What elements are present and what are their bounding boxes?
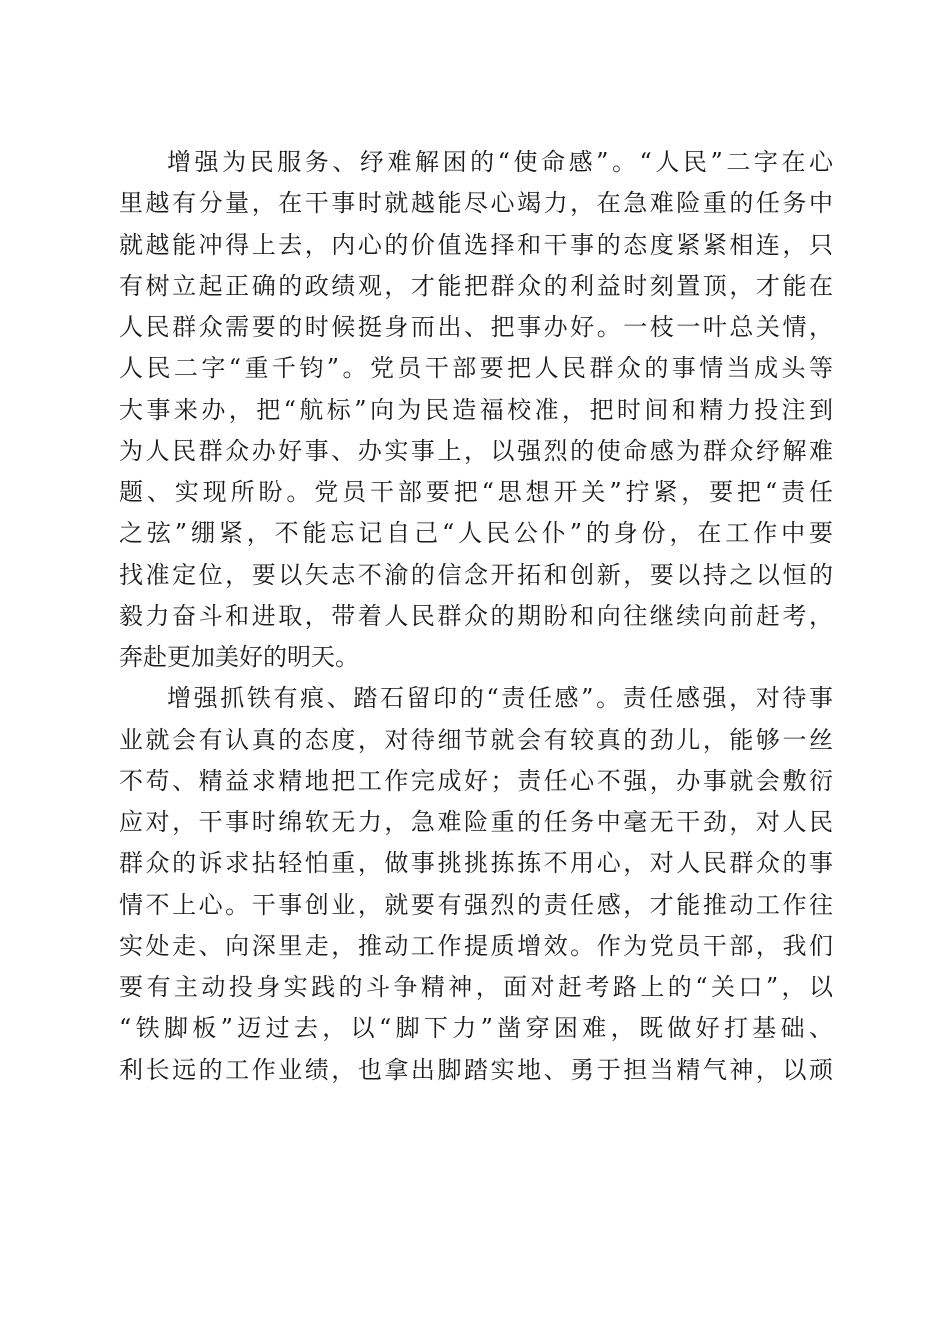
text-line: 不苟、精益求精地把工作完成好；责任心不强，办事就会敷衍 [119,766,833,795]
paragraph-mission [119,142,833,678]
text-line: 为人民群众办好事、办实事上，以强烈的使命感为群众纾解难 [119,436,833,465]
text-line: 题、实现所盼。党员干部要把“思想开关”拧紧，要把“责任 [119,478,833,506]
text-line: 找准定位，要以矢志不渝的信念开拓和创新，要以持之以恒的 [119,560,833,589]
text-line: 人民群众需要的时候挺身而出、把事办好。一枝一叶总关情， [119,313,833,341]
text-line: “铁脚板”迈过去，以“脚下力”凿穿困难，既做好打基础、 [119,1014,833,1043]
text-line: 增强为民服务、纾难解困的“使命感”。“人民”二字在心 [167,148,833,176]
text-line: 群众的诉求拈轻怕重，做事挑挑拣拣不用心，对人民群众的事 [119,849,833,878]
paragraph-responsibility [119,678,833,1091]
text-line: 利长远的工作业绩，也拿出脚踏实地、勇于担当精气神，以顽 [119,1055,833,1084]
text-line: 里越有分量，在干事时就越能尽心竭力，在急难险重的任务中 [119,189,833,218]
text-line: 实处走、向深里走，推动工作提质增效。作为党员干部，我们 [119,931,833,960]
text-line: 应对，干事时绵软无力，急难险重的任务中毫无干劲，对人民 [119,808,833,836]
text-line: 奔赴更加美好的明天。 [119,643,359,671]
text-line: 增强抓铁有痕、踏石留印的“责任感”。责任感强，对待事 [167,684,833,713]
text-line: 业就会有认真的态度，对待细节就会有较真的劲儿，能够一丝 [119,725,833,754]
text-line: 要有主动投身实践的斗争精神，面对赶考路上的“关口”，以 [119,973,833,1001]
text-line: 之弦”绷紧，不能忘记自己“人民公仆”的身份，在工作中要 [119,519,833,548]
text-line: 情不上心。干事创业，就要有强烈的责任感，才能推动工作往 [119,890,833,919]
text-line: 人民二字“重千钧”。党员干部要把人民群众的事情当成头等 [119,354,833,383]
text-line: 毅力奋斗和进取，带着人民群众的期盼和向往继续向前赶考， [119,601,833,630]
text-line: 就越能冲得上去，内心的价值选择和干事的态度紧紧相连，只 [119,230,833,259]
text-line: 有树立起正确的政绩观，才能把群众的利益时刻置顶，才能在 [119,271,833,300]
text-line: 大事来办，把“航标”向为民造福校准，把时间和精力投注到 [119,395,833,424]
body-text [119,142,833,1091]
